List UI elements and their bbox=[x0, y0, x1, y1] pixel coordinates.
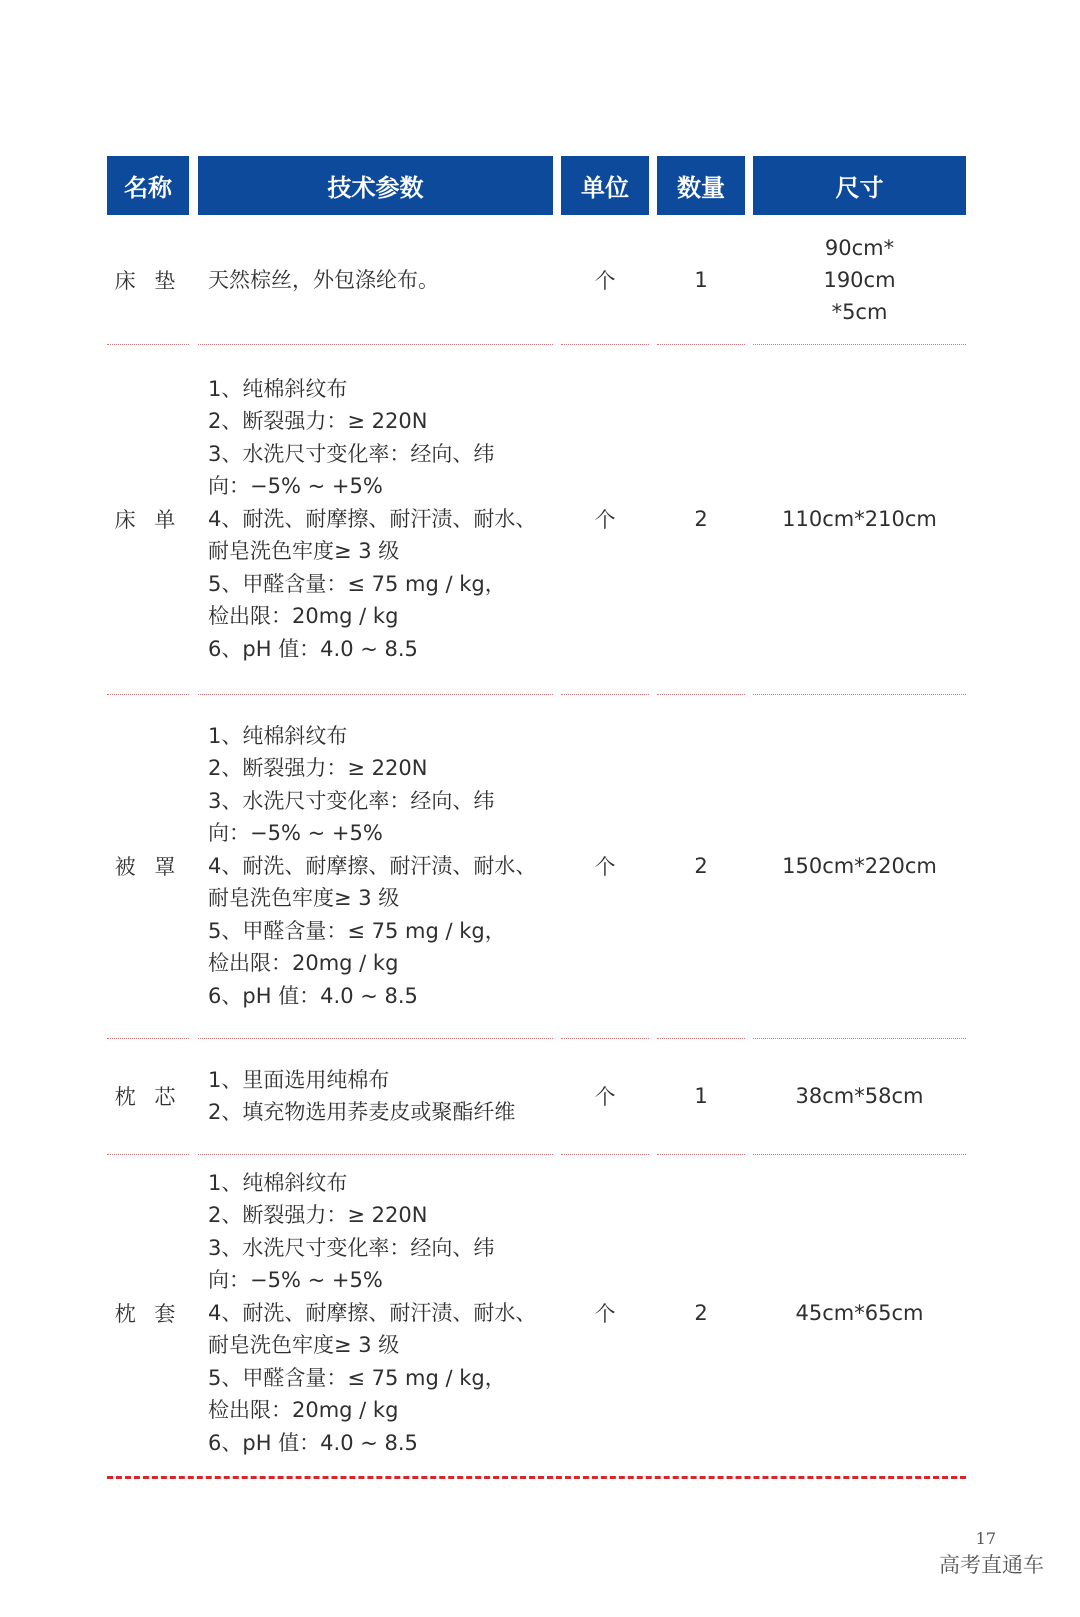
header-name: 名称 bbox=[107, 156, 189, 215]
item-unit: 个 bbox=[594, 508, 616, 532]
item-name: 被 罩 bbox=[114, 855, 182, 879]
size-line: 45cm*65cm bbox=[795, 1301, 924, 1325]
item-name: 床 单 bbox=[114, 508, 182, 532]
item-size bbox=[753, 216, 966, 344]
param-line: 耐皂洗色牢度≥ 3 级 bbox=[208, 886, 400, 911]
item-qty: 1 bbox=[694, 1084, 708, 1108]
header-size: 尺寸 bbox=[753, 156, 966, 215]
table-row bbox=[0, 1038, 1080, 1154]
param-line: 3、水洗尺寸变化率：经向、纬 bbox=[208, 441, 495, 466]
param-line: 4、耐洗、耐摩擦、耐汗渍、耐水、 bbox=[208, 1300, 537, 1325]
item-params bbox=[198, 216, 563, 344]
item-size bbox=[753, 344, 966, 694]
param-line: 1、里面选用纯棉布 bbox=[208, 1067, 390, 1092]
param-line: 向：−5% ~ +5% bbox=[208, 474, 383, 499]
param-line: 2、断裂强力：≥ 220N bbox=[208, 756, 428, 781]
param-line: 检出限：20mg ∕ kg bbox=[208, 604, 399, 629]
param-line: 天然棕丝，外包涤纶布。 bbox=[208, 267, 439, 292]
item-size bbox=[753, 1154, 966, 1472]
table-row bbox=[0, 216, 1080, 344]
item-size bbox=[753, 1038, 966, 1154]
item-name: 枕 套 bbox=[114, 1302, 182, 1326]
page-number: 17 bbox=[975, 1529, 996, 1548]
param-line: 5、甲醛含量：≤ 75 mg ∕ kg， bbox=[208, 571, 506, 596]
item-name: 枕 芯 bbox=[114, 1085, 182, 1109]
item-qty: 2 bbox=[694, 854, 708, 878]
param-line: 2、填充物选用荞麦皮或聚酯纤维 bbox=[208, 1100, 516, 1124]
item-unit: 个 bbox=[594, 269, 616, 293]
table-row bbox=[0, 1154, 1080, 1472]
item-params bbox=[198, 344, 563, 694]
table-row bbox=[0, 344, 1080, 694]
item-params bbox=[198, 1038, 563, 1154]
item-params bbox=[198, 1154, 563, 1472]
param-line: 4、耐洗、耐摩擦、耐汗渍、耐水、 bbox=[208, 853, 537, 878]
param-line: 向：−5% ~ +5% bbox=[208, 1268, 383, 1293]
item-qty: 2 bbox=[694, 1301, 708, 1325]
param-line: 6、pH 值：4.0 ~ 8.5 bbox=[208, 1430, 418, 1455]
size-line: 38cm*58cm bbox=[795, 1084, 924, 1108]
item-qty: 2 bbox=[694, 507, 708, 531]
item-qty: 1 bbox=[694, 268, 708, 292]
size-line: 90cm* bbox=[824, 236, 895, 260]
item-params bbox=[198, 694, 563, 1038]
param-line: 1、纯棉斜纹布 bbox=[208, 723, 348, 748]
size-line: 150cm*220cm bbox=[782, 854, 937, 878]
param-line: 检出限：20mg ∕ kg bbox=[208, 951, 399, 976]
param-line: 2、断裂强力：≥ 220N bbox=[208, 409, 428, 434]
param-line: 1、纯棉斜纹布 bbox=[208, 1170, 348, 1195]
size-line: *5cm bbox=[831, 300, 888, 324]
param-line: 耐皂洗色牢度≥ 3 级 bbox=[208, 539, 400, 564]
param-line: 检出限：20mg ∕ kg bbox=[208, 1398, 399, 1423]
header-params: 技术参数 bbox=[198, 156, 553, 215]
item-name: 床 垫 bbox=[114, 269, 182, 293]
param-line: 3、水洗尺寸变化率：经向、纬 bbox=[208, 788, 495, 813]
brand-watermark: 高考直通车 bbox=[939, 1553, 1044, 1577]
param-line: 向：−5% ~ +5% bbox=[208, 821, 383, 846]
item-unit: 个 bbox=[594, 855, 616, 879]
table-row bbox=[0, 694, 1080, 1038]
param-line: 耐皂洗色牢度≥ 3 级 bbox=[208, 1333, 400, 1358]
item-unit: 个 bbox=[594, 1085, 616, 1109]
param-line: 4、耐洗、耐摩擦、耐汗渍、耐水、 bbox=[208, 506, 537, 531]
param-line: 3、水洗尺寸变化率：经向、纬 bbox=[208, 1235, 495, 1260]
item-size bbox=[753, 694, 966, 1038]
param-line: 5、甲醛含量：≤ 75 mg ∕ kg， bbox=[208, 1365, 506, 1390]
param-line: 6、pH 值：4.0 ~ 8.5 bbox=[208, 636, 418, 661]
table-end-divider bbox=[107, 1476, 966, 1479]
param-line: 6、pH 值：4.0 ~ 8.5 bbox=[208, 983, 418, 1008]
header-unit: 单位 bbox=[561, 156, 649, 215]
param-line: 1、纯棉斜纹布 bbox=[208, 376, 348, 401]
size-line: 110cm*210cm bbox=[782, 507, 937, 531]
param-line: 2、断裂强力：≥ 220N bbox=[208, 1203, 428, 1228]
param-line: 5、甲醛含量：≤ 75 mg ∕ kg， bbox=[208, 918, 506, 943]
item-unit: 个 bbox=[594, 1302, 616, 1326]
size-line: 190cm bbox=[823, 268, 896, 292]
header-qty: 数量 bbox=[657, 156, 745, 215]
